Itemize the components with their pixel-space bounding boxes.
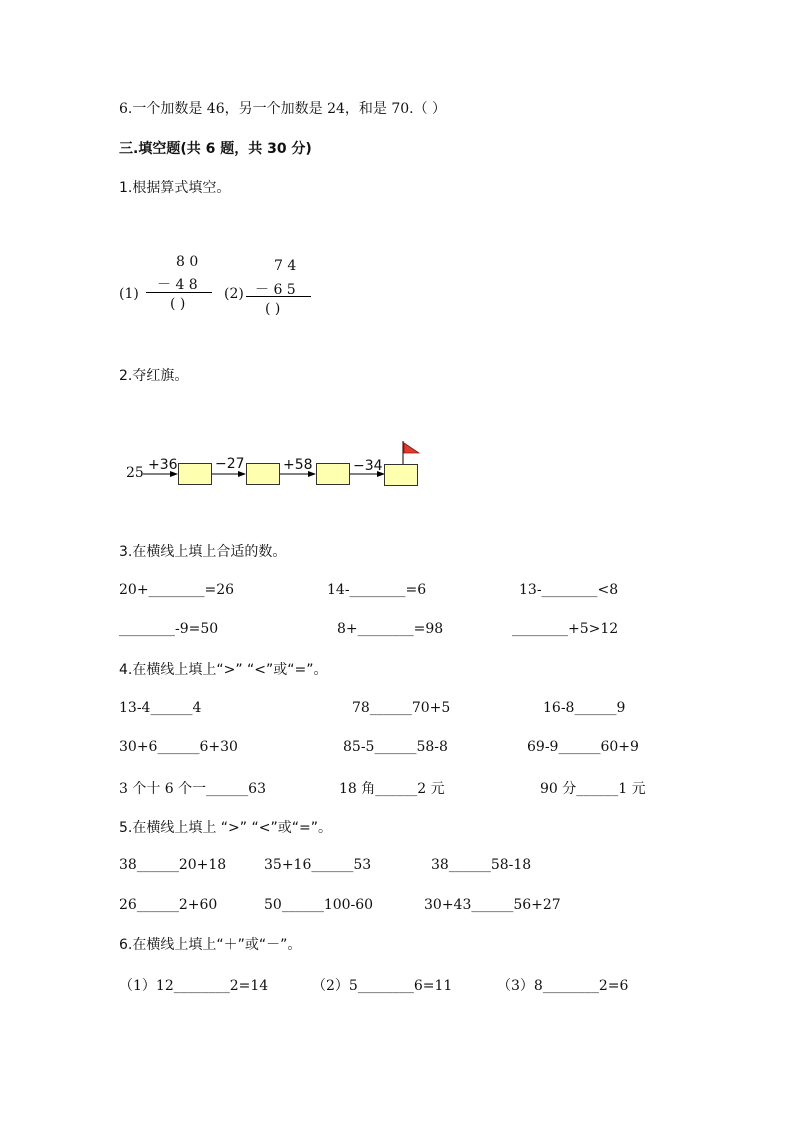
q4-item[interactable]: 3 个十 6 个一______63 xyxy=(119,781,266,797)
q5-item[interactable]: 26______2+60 xyxy=(119,897,218,913)
q4-item[interactable]: 78______70+5 xyxy=(352,700,451,716)
q2-title: 2.夺红旗。 xyxy=(119,368,189,384)
q3-item[interactable]: 14-________=6 xyxy=(327,582,427,598)
q3-item[interactable]: 13-________<8 xyxy=(519,582,619,598)
answer-box-3[interactable] xyxy=(316,463,350,485)
q4-item[interactable]: 69-9______60+9 xyxy=(527,739,639,755)
q2-start-number: 25 xyxy=(126,465,144,481)
q4-item[interactable]: 85-5______58-8 xyxy=(343,739,448,755)
q3-item[interactable]: ________+5>12 xyxy=(512,621,619,637)
q2-op-1: +36 xyxy=(148,457,178,473)
q4-item[interactable]: 18 角______2 元 xyxy=(339,781,445,797)
q5-item[interactable]: 30+43______56+27 xyxy=(424,897,561,913)
q5-item[interactable]: 35+16______53 xyxy=(264,857,372,873)
q1-title: 1.根据算式填空。 xyxy=(119,180,231,196)
q2-op-3: +58 xyxy=(283,457,313,473)
q1-part2-subtrahend: － 6 5 xyxy=(255,282,296,298)
q6-item[interactable]: （3）8________2=6 xyxy=(497,978,629,994)
q3-item[interactable]: 20+________=26 xyxy=(119,582,235,598)
q6-title: 6.在横线上填上“＋”或“－”。 xyxy=(119,937,302,953)
q6-item[interactable]: （1）12________2=14 xyxy=(119,978,269,994)
answer-box-4[interactable] xyxy=(384,464,418,486)
q5-item[interactable]: 50______100-60 xyxy=(264,897,374,913)
q2-op-4: −34 xyxy=(353,458,383,474)
q5-item[interactable]: 38______58-18 xyxy=(431,857,532,873)
q4-item[interactable]: 16-8______9 xyxy=(543,700,626,716)
q5-title: 5.在横线上填上 “>” “<”或“=”。 xyxy=(119,820,332,836)
q1-part1-answer[interactable]: ( ) xyxy=(170,296,186,312)
answer-box-2[interactable] xyxy=(246,463,280,485)
q1-part2-minuend: 7 4 xyxy=(274,258,297,274)
q1-part2-label: (2) xyxy=(224,286,244,302)
q4-title: 4.在横线上填上“>” “<”或“=”。 xyxy=(119,662,328,678)
q3-item[interactable]: ________-9=50 xyxy=(119,621,219,637)
q5-item[interactable]: 38______20+18 xyxy=(119,857,227,873)
q1-part1-minuend: 8 0 xyxy=(176,254,199,270)
q1-part1-label: (1) xyxy=(119,286,139,302)
q4-item[interactable]: 90 分______1 元 xyxy=(540,781,646,797)
previous-question-6: 6.一个加数是 46，另一个加数是 24，和是 70.（ ） xyxy=(119,101,447,117)
red-flag-icon xyxy=(404,443,419,453)
q3-item[interactable]: 8+________=98 xyxy=(337,621,444,637)
q4-item[interactable]: 30+6______6+30 xyxy=(119,739,238,755)
q3-title: 3.在横线上填上合适的数。 xyxy=(119,544,287,560)
q6-item[interactable]: （2）5________6=11 xyxy=(312,978,453,994)
answer-box-1[interactable] xyxy=(178,463,212,485)
q1-part2-answer[interactable]: ( ) xyxy=(265,301,281,317)
q1-part1-subtrahend: － 4 8 xyxy=(157,277,198,293)
q2-op-2: −27 xyxy=(215,456,245,472)
q4-item[interactable]: 13-4______4 xyxy=(119,700,202,716)
section-3-title: 三.填空题(共 6 题，共 30 分) xyxy=(119,141,312,157)
